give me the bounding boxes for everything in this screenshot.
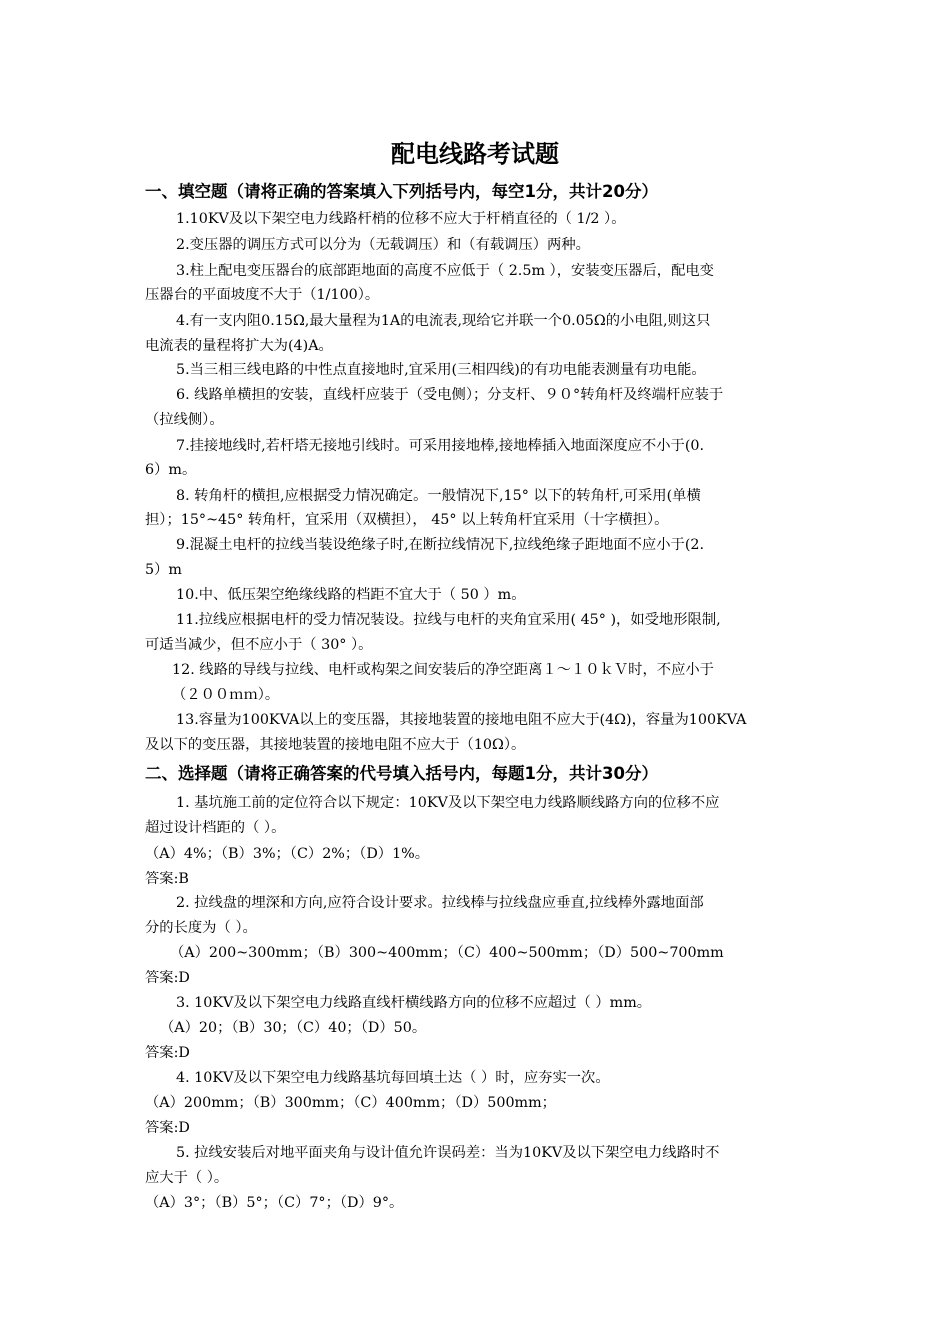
question-line: 10.中、低压架空绝缘线路的档距不宜大于（ 50 ）m。 (176, 587, 526, 603)
option-line: （A）200~300mm；（B）300~400mm；（C）400~500mm；（D）500~700mm (170, 945, 724, 961)
question-line: 11.拉线应根据电杆的受力情况装设。拉线与电杆的夹角宜采用( 45° )，如受地形限制, (176, 612, 721, 628)
question-line: 压器台的平面坡度不大于（1/100）。 (145, 287, 380, 303)
question-line: 2. 拉线盘的埋深和方向,应符合设计要求。拉线棒与拉线盘应垂直,拉线棒外露地面部 (176, 895, 704, 911)
question-line: 4.有一支内阻0.15Ω,最大量程为1A的电流表,现给它并联一个0.05Ω的小电阻,则这只 (176, 313, 711, 329)
question-line: 1.10KV及以下架空电力线路杆梢的位移不应大于杆梢直径的（ 1/2 ）。 (176, 211, 626, 227)
answer-line: 答案:D (145, 1045, 190, 1061)
question-line: 5.当三相三线电路的中性点直接地时,宜采用(三相四线)的有功电能表测量有功电能。 (176, 362, 706, 378)
answer-line: 答案:D (145, 1120, 190, 1136)
question-line: 5. 拉线安装后对地平面夹角与设计值允许误码差：当为10KV及以下架空电力线路时不 (176, 1145, 720, 1161)
question-line: 应大于（ ）。 (145, 1170, 229, 1186)
question-line: 12. 线路的导线与拉线、电杆或构架之间安装后的净空距离１～１０ｋＶ时，不应小于 (172, 662, 714, 678)
question-line: 7.挂接地线时,若杆塔无接地引线时。可采用接地棒,接地棒插入地面深度应不小于(0. (176, 438, 705, 454)
question-line: 2.变压器的调压方式可以分为（无载调压）和（有载调压）两种。 (176, 237, 590, 253)
option-line: （A）200mm；（B）300mm；（C）400mm；（D）500mm； (145, 1095, 556, 1111)
question-line: 3.柱上配电变压器台的底部距地面的高度不应低于（ 2.5m ），安装变压器后，配电变 (176, 263, 714, 279)
question-line: 3. 10KV及以下架空电力线路直线杆横线路方向的位移不应超过（ ）mm。 (176, 995, 652, 1011)
page-title: 配电线路考试题 (391, 140, 559, 168)
option-line: （A）3°；（B）5°；（C）7°；（D）9°。 (145, 1195, 404, 1211)
question-line: 担）；15°~45° 转角杆，宜采用（双横担）， 45° 以上转角杆宜采用（十字横担）。 (145, 512, 669, 528)
question-line: 13.容量为100KVA以上的变压器，其接地装置的接地电阻不应大于(4Ω)，容量为100KVA (176, 712, 747, 728)
question-line: 9.混凝土电杆的拉线当装设绝缘子时,在断拉线情况下,拉线绝缘子距地面不应小于(2. (176, 537, 705, 553)
question-line: 及以下的变压器，其接地装置的接地电阻不应大于（10Ω）。 (145, 737, 526, 753)
question-line: 1. 基坑施工前的定位符合以下规定：10KV及以下架空电力线路顺线路方向的位移不应 (176, 795, 720, 811)
answer-line: 答案:B (145, 871, 189, 887)
option-line: （A）20；（B）30；（C）40；（D）50。 (160, 1020, 427, 1036)
question-line: 分的长度为（ ）。 (145, 920, 257, 936)
question-line: 5）m (145, 562, 182, 578)
answer-line: 答案:D (145, 970, 190, 986)
section-heading-multiple-choice: 二、选择题（请将正确答案的代号填入括号内，每题1分，共计30分） (145, 764, 658, 783)
section-heading-fill-in: 一、填空题（请将正确的答案填入下列括号内，每空1分，共计20分） (145, 182, 658, 201)
question-line: 6）m。 (145, 462, 197, 478)
question-line: 4. 10KV及以下架空电力线路基坑每回填土达（ ）时，应夯实一次。 (176, 1070, 610, 1086)
option-line: （A）4%；（B）3%；（C）2%；（D）1%。 (145, 846, 430, 862)
question-line: 超过设计档距的（ ）。 (145, 820, 286, 836)
question-line: 8. 转角杆的横担,应根据受力情况确定。一般情况下,15° 以下的转角杆,可采用(单横 (176, 488, 701, 504)
question-line: 6. 线路单横担的安装，直线杆应装于（受电侧）；分支杆、９０°转角杆及终端杆应装于 (176, 387, 724, 403)
question-line: 可适当减少，但不应小于（ 30° ）。 (145, 637, 373, 653)
question-line: （２００ｍｍ）。 (172, 687, 280, 703)
question-line: 电流表的量程将扩大为(4)A。 (145, 338, 333, 354)
question-line: （拉线侧）。 (145, 412, 224, 428)
